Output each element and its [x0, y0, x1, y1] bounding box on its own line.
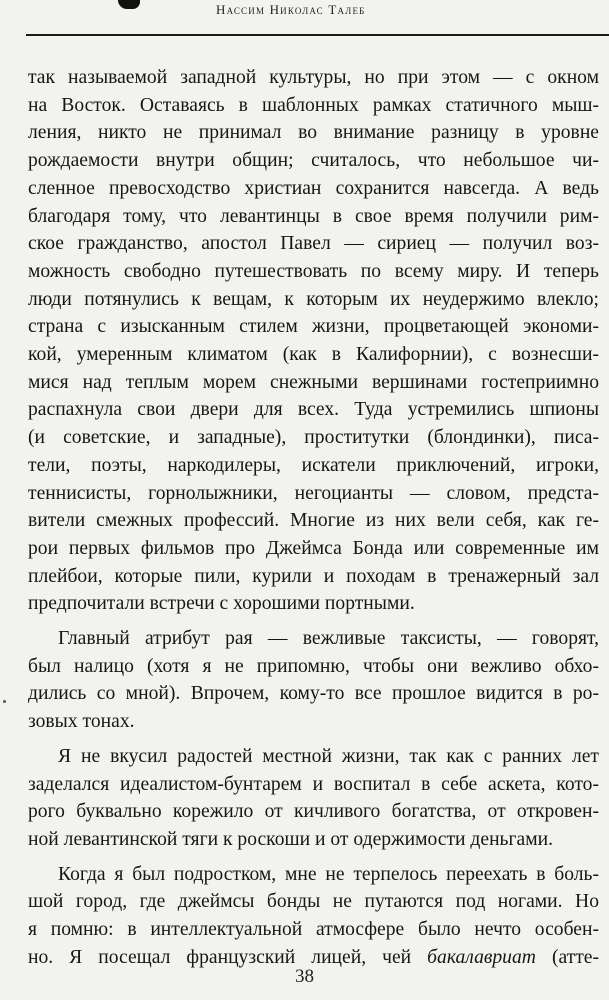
- text-line: рождаемости внутри общин; считалось, что небольшое чи-: [28, 150, 599, 172]
- text-line: Когда я был подростком, мне не терпелось переехать в боль-: [58, 863, 599, 885]
- text-line: благодаря тому, что левантинцы в свое время получили рим-: [28, 205, 599, 227]
- text-line: зовых тонах.: [28, 711, 135, 733]
- text-line: я помню: в интеллектуальной атмосфере было нечто особен-: [28, 919, 599, 941]
- text-line: Я не вкусил радостей местной жизни, так как с ранних лет: [58, 745, 599, 767]
- text-line: тели, поэты, наркодилеры, искатели приключений, игроки,: [28, 454, 599, 476]
- text-line: заделался идеалистом-бунтарем и воспитал в себе аскета, кото-: [28, 773, 599, 795]
- page-body: [28, 64, 599, 972]
- text-line: рого буквально корежило от кичливого богатства, от откровен-: [28, 801, 599, 823]
- text-line: на Восток. Оставаясь в шаблонных рамках статичного мыш-: [28, 94, 599, 116]
- page-number: 38: [295, 966, 314, 987]
- text-line: ной левантинской тяги к роскоши и от одержимости деньгами.: [28, 828, 554, 850]
- text-line: плейбои, которые пили, курили и походам в тренажерный зал: [28, 565, 599, 587]
- text-line-start: но. Я посещал французский лицей, чей: [28, 946, 428, 968]
- running-head-author: Нассим Николас Талеб: [216, 2, 366, 17]
- text-line: ское гражданство, апостол Павел — сириец — получил воз-: [28, 233, 599, 255]
- text-line-end: (атте-: [535, 946, 600, 968]
- text-line: (и советские, и западные), проститутки (блондинки), писа-: [28, 427, 599, 449]
- text-line: рои первых фильмов про Джеймса Бонда или современные им: [28, 537, 599, 559]
- text-line: Главный атрибут рая — вежливые таксисты, — говорят,: [58, 628, 599, 650]
- header-rule: [26, 34, 609, 36]
- text-line: распахнула свои двери для всех. Туда устремились шпионы: [28, 399, 599, 421]
- margin-speck: [3, 700, 6, 703]
- text-line: страна с изысканным стилем жизни, процветающей экономи-: [28, 316, 599, 338]
- text-line: можность свободно путешествовать по всему миру. И теперь: [28, 260, 599, 282]
- italic-term: бакалавриат: [427, 946, 536, 968]
- text-line: люди потянулись к вещам, к которым их неудержимо влекло;: [28, 288, 599, 310]
- text-line: дились со мной). Впрочем, кому-то все прошлое видится в ро-: [28, 683, 599, 705]
- text-line: кой, умеренным климатом (как в Калифорнии), с вознесши-: [28, 344, 599, 366]
- text-line: вители смежных профессий. Многие из них вели себя, как ге-: [28, 510, 599, 532]
- text-line: мися над теплым морем снежными вершинами гостеприимно: [28, 371, 599, 393]
- header-ink-mark: [118, 0, 140, 9]
- text-line: был налицо (хотя я не припомню, чтобы они вежливо обхо-: [28, 655, 599, 677]
- text-line: предпочитали встречи с хорошими портными.: [28, 593, 415, 615]
- text-line: сленное превосходство христиан сохранится навсегда. А ведь: [28, 177, 599, 199]
- text-line: ления, никто не принимал во внимание разницу в уровне: [28, 122, 599, 144]
- text-line: так называемой западной культуры, но при этом — с окном: [28, 67, 599, 88]
- text-line: теннисисты, горнолыжники, негоцианты — словом, предста-: [28, 482, 599, 504]
- text-line: шой город, где джеймсы бонды не путаются под ногами. Но: [28, 891, 599, 913]
